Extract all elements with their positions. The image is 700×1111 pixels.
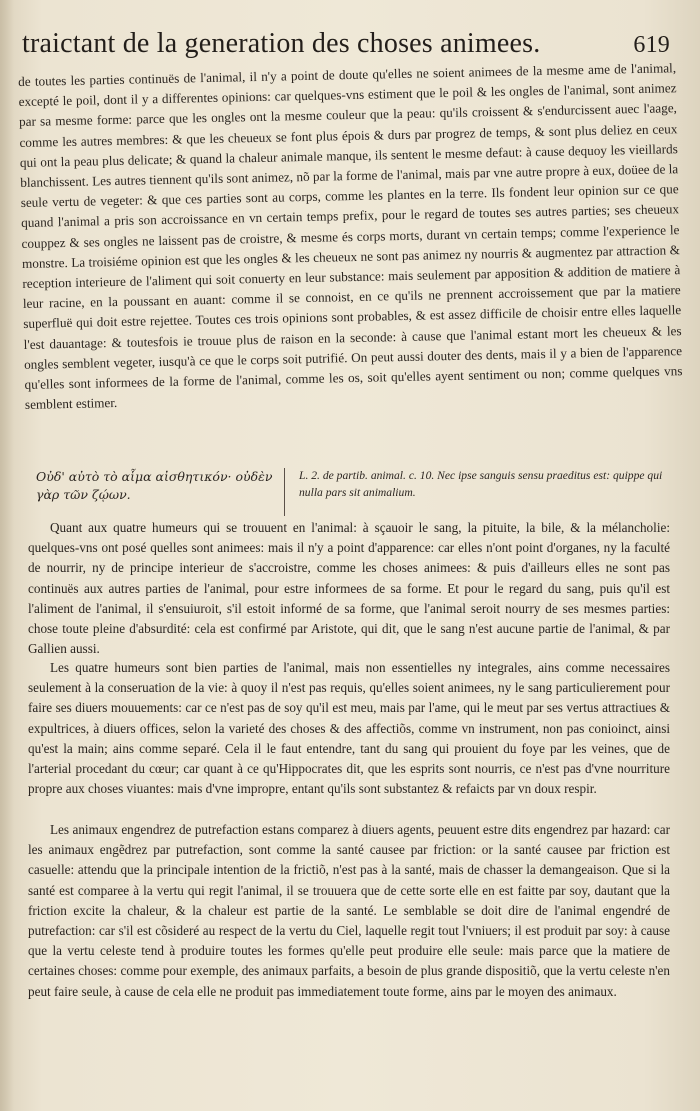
paragraph-humours-parts <box>28 658 670 799</box>
page-number: 619 <box>633 32 670 58</box>
latin-marginal-note: L. 2. de partib. animal. c. 10. Nec ipse sanguis sensu praeditus est: quippe qui nulla pars sit animalium. <box>299 469 663 499</box>
paragraph-hair-nails <box>18 58 683 415</box>
running-header <box>22 28 678 60</box>
paragraph-text: Les animaux engendrez de putrefaction estans comparez à diuers agents, peuuent estre dits engendrez par hazard: car les animaux engẽdrez par putrefaction, sont comme la santé causee par friction: or la santé causee par friction est casuelle: attendu que la principale intention de la frictiõ, n'est pas à la santé, mais de chasser la demangeaison. Que si la santé est comparee à la vertu qui regit l'animal, il se trouuera que de cette sorte elle en est faitte par soy, dautant que la friction excite la chaleur, & la chaleur est partie de la santé. Le semblable se doit dire de l'animal engendré de putrefaction: car s'il est cõsideré au respect de la vertu du Ciel, laquelle regit tout l'vniuers; il est produit par soy: à cause que la vertu celeste tend à produire toutes les formes qu'elle peut produire elle seule: mais parce que la matiere de certaines choses: comme pour exemple, des animaux parfaits, a besoin de plus grande dispositiõ, que la vertu celeste n'en peut faire seule, à cause de cela elle ne produit pas immediatement toute forme, ains par le moyen des animaux. <box>28 822 670 999</box>
paragraph-text: Quant aux quatre humeurs qui se trouuent en l'animal: à sçauoir le sang, la pituite, la bile, & la mélancholie: quelques-vns ont posé quelles sont animees: mais il n'y a point d'apparence: car elles n'ont point d'organes, ny la faculté de nourrir, ny de principe interieur de s'accroistre, comme les choses animees: & puis d'ailleurs elles ne sont pas continuës aux autres parties de l'animal, pour estre informees de sa forme. Et pour le regard du sang, puis qu'il est l'aliment de l'animal, il s'ensuiuroit, s'il estoit informé de sa forme, que l'animal seroit nourry de ses mesmes parties: chose toute pleine d'absurdité: cela est confirmé par Aristote, qui dit, que le sang n'est aucune partie de l'animal, & par Gallien aussi. <box>28 520 670 657</box>
paragraph-text: Les quatre humeurs sont bien parties de l'animal, mais non essentielles ny integrales, ains comme necessaires seulement à la conseruation de la vie: à quoy il n'est pas requis, qu'elles soient animees, ny le sang particulierement pour faire ses diuers mouuements: car ce n'est pas de soy qu'il est meu, mais par l'ame, qui le meut par ses vertus attractiues & expultrices, à diuers offices, selon la varieté des choses & des affectiõs, comme vn instrument, non pas conioinct, ainsi qu'est la main; ains comme separé. Cela il le faut entendre, tant du sang qui prouient du foye par les veines, que de l'arterial procedant du cœur; car quant à ce qu'Hippocrates dit, que les esprits sont nourris, ce n'est pas d'vne nourriture propre aux choses viuantes: mais d'vne impropre, entant qu'ils sont substantez & refaicts par vn doux respir. <box>28 660 670 797</box>
citation-block <box>36 468 676 516</box>
paragraph-text: de toutes les parties continuës de l'animal, il n'y a point de doute qu'elles ne soient animees de la mesme ame de l'animal, excepté le poil, dont il y a differentes opinions: car quelques-vns estiment que le poil & les ongles de l'animal, sont animez par sa mesme forme: parce que les ongles ont la mesme couleur que la peau: qu'ils croissent & s'endurcissent auec l'aage, comme les autres membres: & que les cheueux se font plus épois & durs par progrez de temps, & sont plus deliez en ceux qui ont la peau plus delicate; & quand la chaleur animale manque, ils sentent le mesme defaut: à cause dequoy les vieillards blanchissent. Les autres tiennent qu'ils sont animez, nõ par la forme de l'animal, mais par vne autre propre à eux, doüee de la seule vertu de vegeter: & que ces parties sont au corps, comme les plantes en la terre. Ils fondent leur opinion sur ce que quand l'animal a pris son accroissance en vn certain temps prefix, pour le regard de toutes ses autres parties; ses cheueux couppez & ses ongles ne laissent pas de croistre, & mesme és corps morts, durant vn certain temps; comme l'experience le monstre. La troisiéme opinion est que les ongles & les cheueux ne sont pas animez ny nourris & augmentez par attraction & reception interieure de l'aliment qui soit conuerty en leur substance: mais seulement par apposition & addition de matiere à leur racine, en la poussant en auant: comme il se connoist, en ce qu'ils ne prennent accroissement que par la matiere superfluë qui doit estre rejettee. Toutes ces trois opinions sont probables, & est assez difficile de choisir entre elles laquelle l'est dauantage: & toutesfois ie trouue plus de raison en la seconde: à cause que l'animal estant mort les cheueux & les ongles semblent vegeter, iusqu'à ce que le corps soit putrifié. On peut aussi douter des dents, mais il y a bien de l'apparence qu'elles sont informees de la forme de l'animal, comme les os, soit qu'elles ayent sentiment ou non; comme quelques vns semblent estimer. <box>18 60 683 413</box>
running-title: traictant de la generation des choses animees. <box>22 28 541 59</box>
greek-quotation: Οὐδ' αὐτὸ τὸ αἷμα αἰσθητικόν· οὐδὲν γὰρ τῶν ζῴων. <box>36 468 285 516</box>
paragraph-four-humours <box>28 518 670 659</box>
paragraph-putrefaction <box>28 820 670 1002</box>
